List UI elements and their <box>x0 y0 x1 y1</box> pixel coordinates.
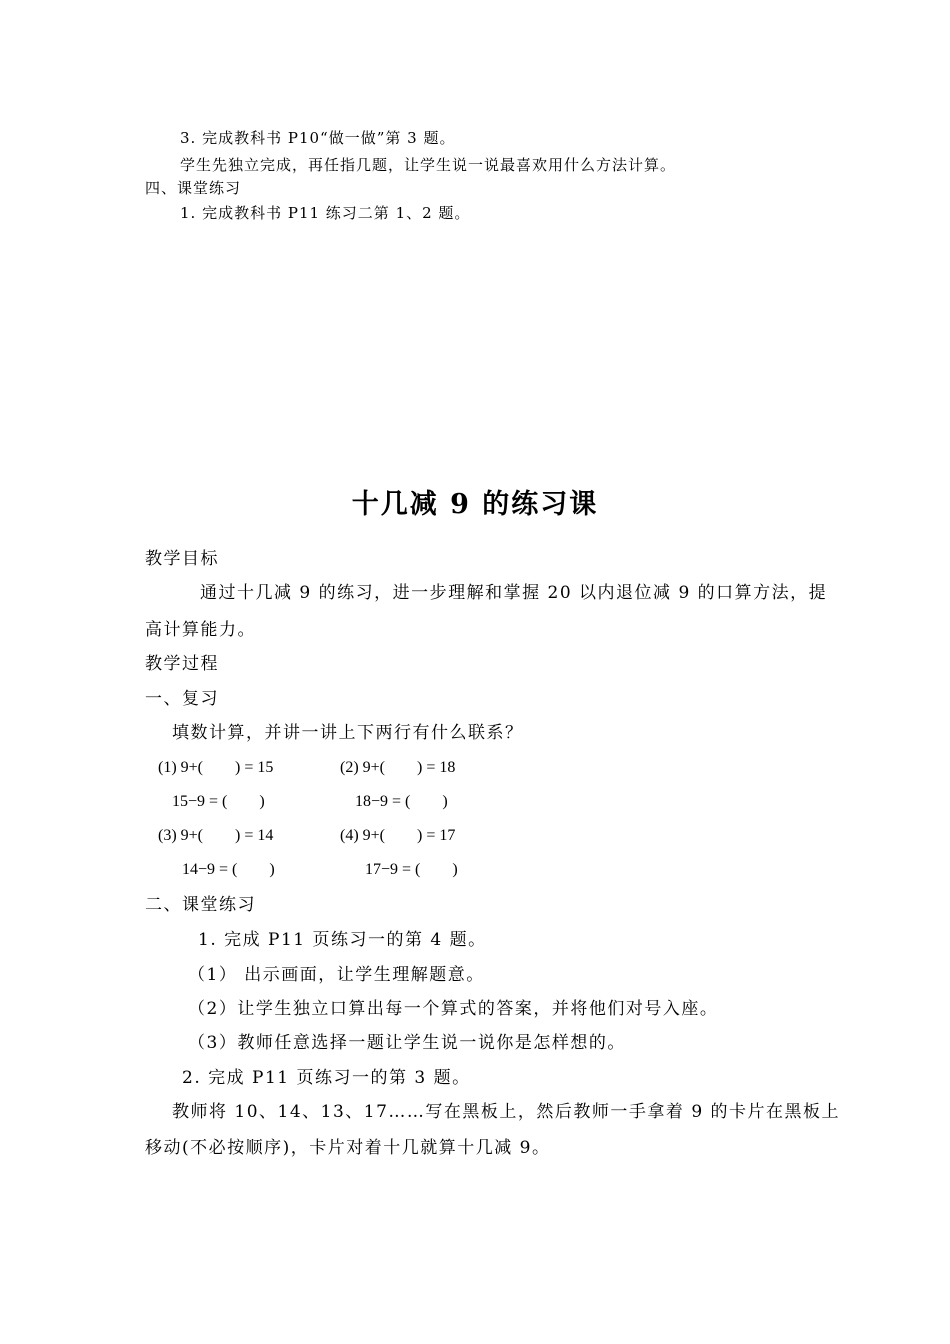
equation-3-bottom: 14−9 = ( ) <box>182 861 275 878</box>
goal-text-line-2: 高计算能力。 <box>145 620 256 640</box>
equation-4-top: (4) 9+( ) = 17 <box>340 827 456 844</box>
process-heading: 教学过程 <box>145 654 219 674</box>
top-step-3: 3. 完成教科书 P10“做一做”第 3 题。 <box>180 129 456 147</box>
equation-3-top: (3) 9+( ) = 14 <box>158 827 274 844</box>
review-heading: 一、复习 <box>145 689 219 709</box>
lesson-title: 十几减 9 的练习课 <box>351 489 599 520</box>
practice-item-2: 2. 完成 P11 页练习一的第 3 题。 <box>182 1068 471 1088</box>
practice-item-1-step-1: （1） 出示画面，让学生理解题意。 <box>188 965 485 985</box>
practice-item-1: 1. 完成 P11 页练习一的第 4 题。 <box>198 930 487 950</box>
review-intro: 填数计算，并讲一讲上下两行有什么联系？ <box>172 723 524 743</box>
practice-item-1-step-3: （3）教师任意选择一题让学生说一说你是怎样想的。 <box>188 1033 626 1053</box>
equation-2-top: (2) 9+( ) = 18 <box>340 759 456 776</box>
practice-heading: 二、课堂练习 <box>145 895 256 915</box>
top-practice-1: 1. 完成教科书 P11 练习二第 1、2 题。 <box>180 204 471 222</box>
practice-item-1-step-2: （2）让学生独立口算出每一个算式的答案，并将他们对号入座。 <box>188 999 719 1019</box>
practice-item-2-line-2: 移动(不必按顺序)，卡片对着十几就算十几减 9。 <box>145 1138 551 1158</box>
equation-1-bottom: 15−9 = ( ) <box>172 793 265 810</box>
equation-2-bottom: 18−9 = ( ) <box>355 793 448 810</box>
goal-text-line-1: 通过十几减 9 的练习，进一步理解和掌握 20 以内退位减 9 的口算方法，提 <box>200 583 828 603</box>
goal-heading: 教学目标 <box>145 549 219 569</box>
practice-item-2-line-1: 教师将 10、14、13、17……写在黑板上，然后教师一手拿着 9 的卡片在黑板上 <box>172 1102 841 1122</box>
equation-4-bottom: 17−9 = ( ) <box>365 861 458 878</box>
top-section-heading: 四、课堂练习 <box>145 179 242 197</box>
equation-1-top: (1) 9+( ) = 15 <box>158 759 274 776</box>
top-step-3-note: 学生先独立完成，再任指几题，让学生说一说最喜欢用什么方法计算。 <box>180 156 677 174</box>
